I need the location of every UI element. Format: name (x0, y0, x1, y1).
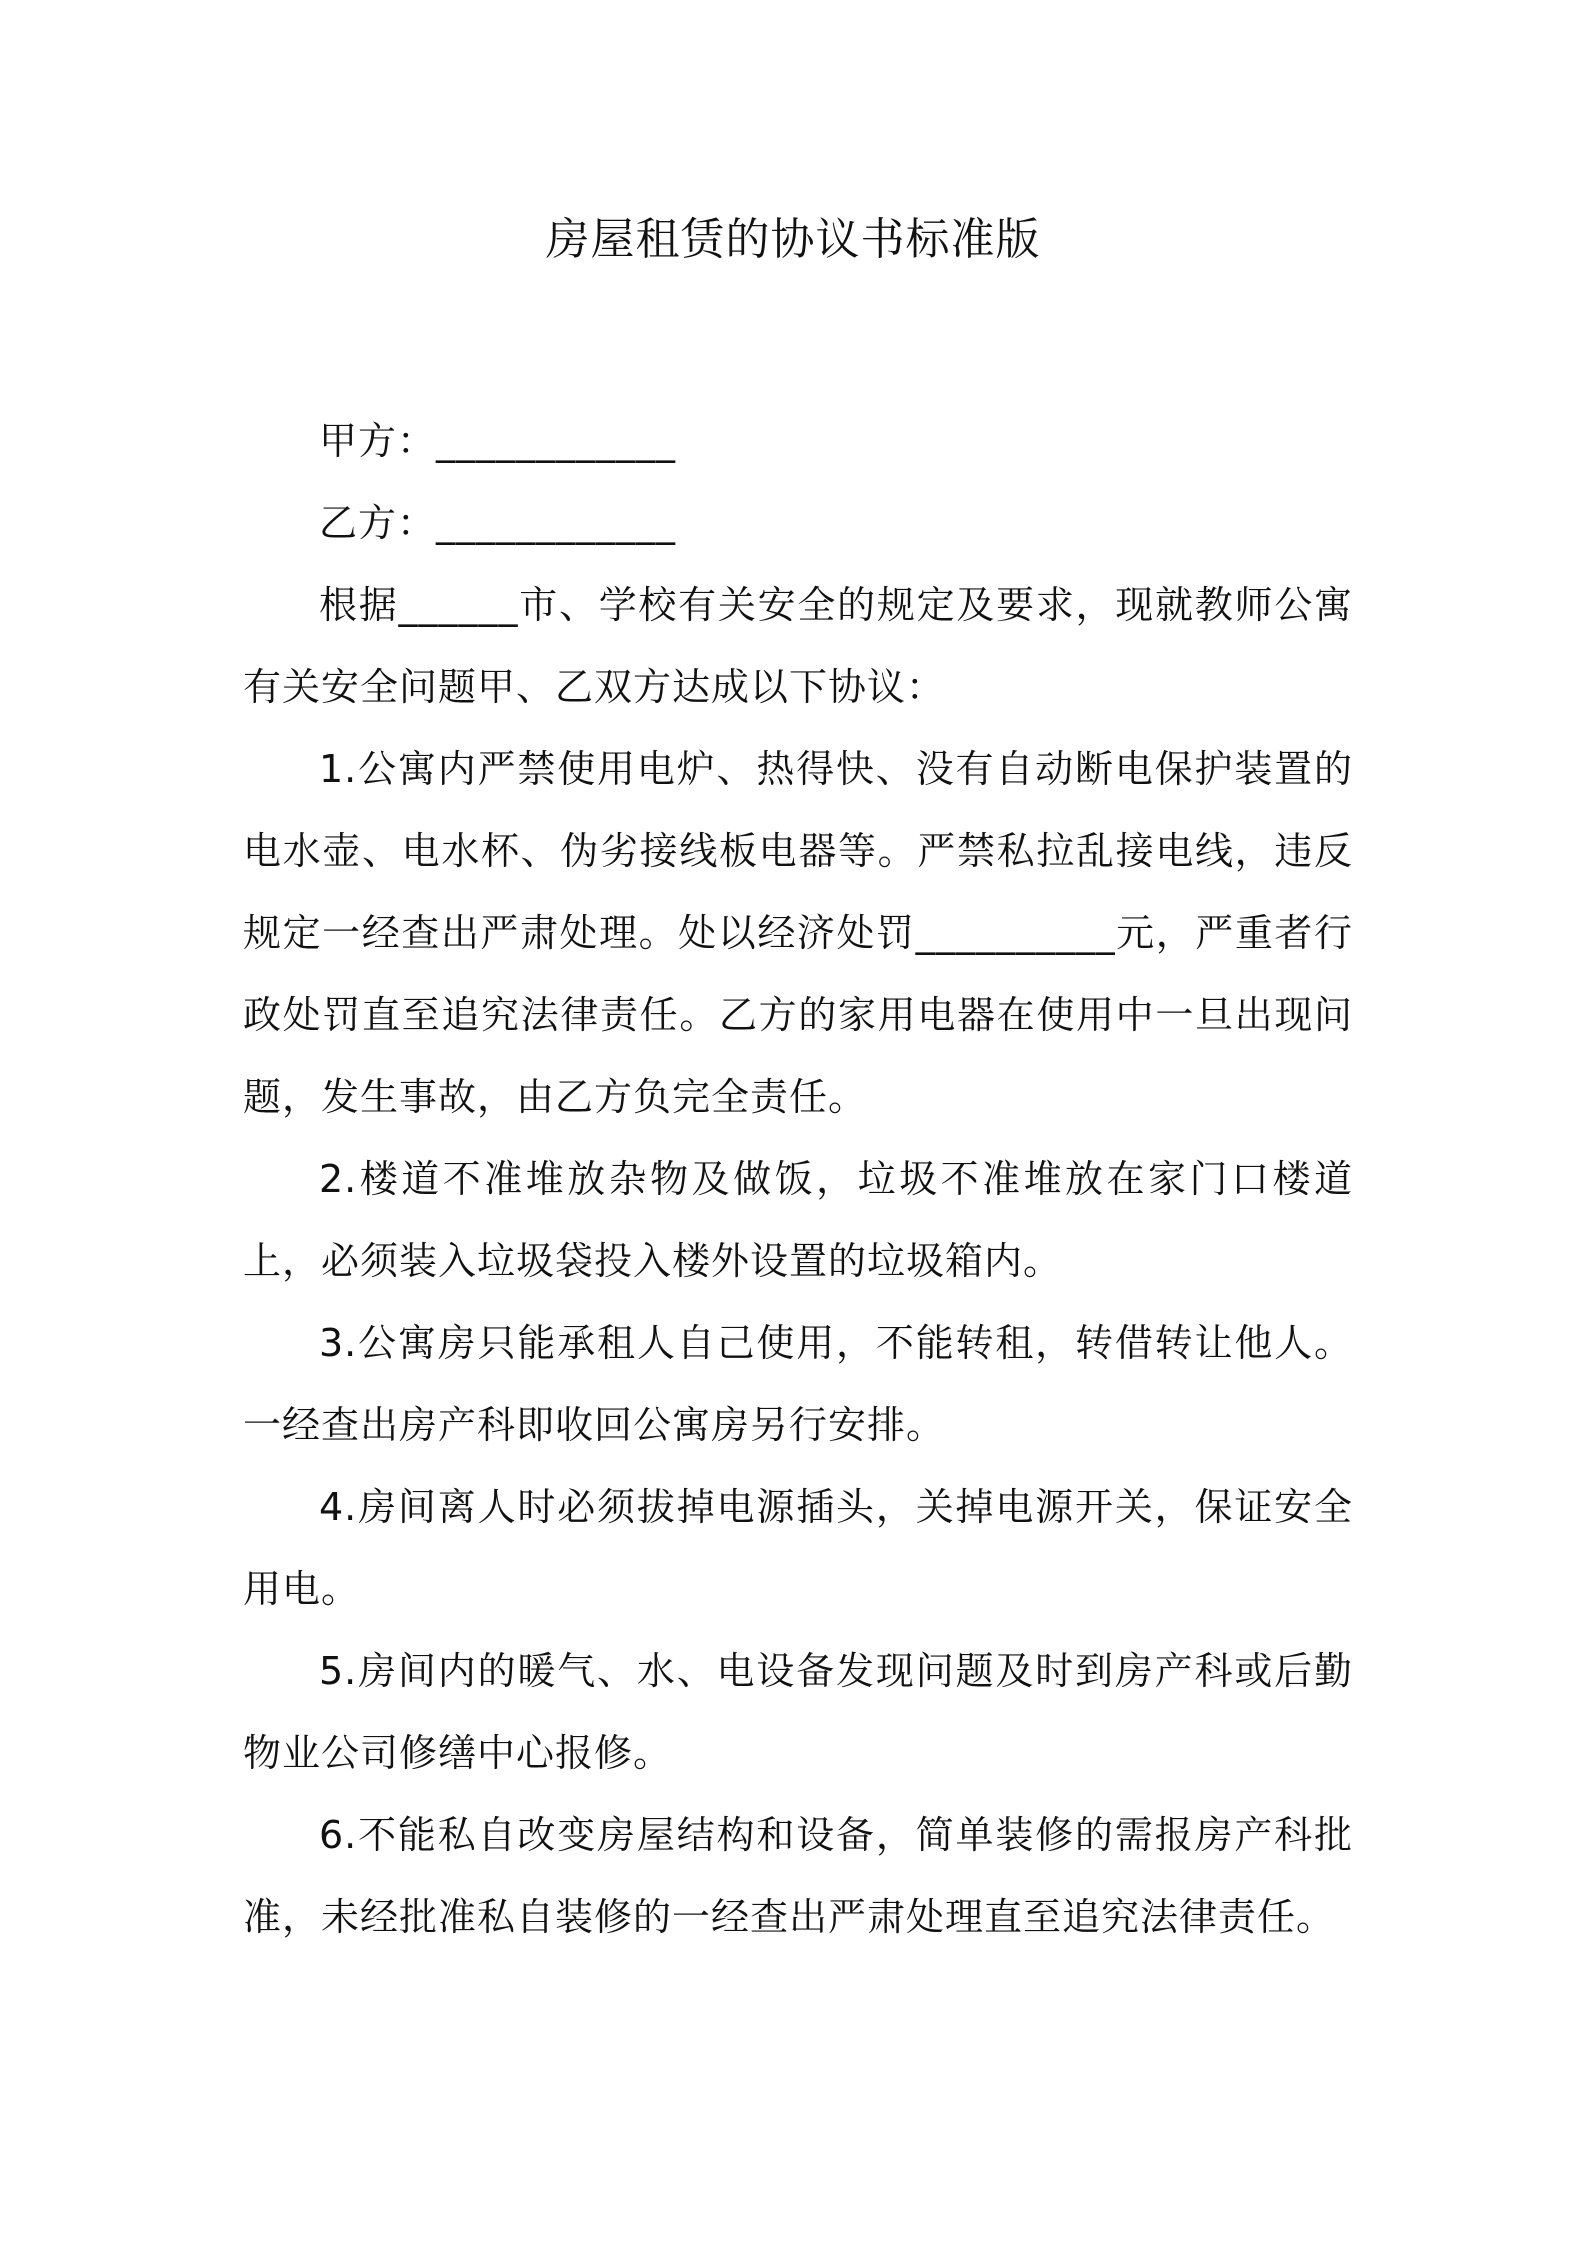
clause-5-paragraph: 5.房间内的暖气、水、电设备发现问题及时到房产科或后勤物业公司修缮中心报修。 (243, 1649, 1353, 1775)
clause-4-paragraph: 4.房间离人时必须拔掉电源插头，关掉电源开关，保证安全用电。 (243, 1485, 1353, 1611)
document-body (243, 400, 1353, 1958)
clause-6-paragraph: 6.不能私自改变房屋结构和设备，简单装修的需报房产科批准，未经批准私自装修的一经查出严肃处理直至追究法律责任。 (243, 1813, 1353, 1939)
party-b-line: 乙方：____________ (319, 501, 677, 545)
document-title: 房屋租赁的协议书标准版 (545, 214, 1041, 265)
clause-3-paragraph: 3.公寓房只能承租人自己使用，不能转租，转借转让他人。一经查出房产科即收回公寓房另行安排。 (243, 1321, 1353, 1447)
preamble-paragraph: 根据______市、学校有关安全的规定及要求，现就教师公寓有关安全问题甲、乙双方达成以下协议： (243, 583, 1353, 709)
clause-2-paragraph: 2.楼道不准堆放杂物及做饭，垃圾不准堆放在家门口楼道上，必须装入垃圾袋投入楼外设置的垃圾箱内。 (243, 1157, 1353, 1283)
clause-1-paragraph: 1.公寓内严禁使用电炉、热得快、没有自动断电保护装置的电水壶、电水杯、伪劣接线板电器等。严禁私拉乱接电线，违反规定一经查出严肃处理。处以经济处罚__________元，严重者行政处罚直至追究法律责任。乙方的家用电器在使用中一旦出现问题，发生事故，由乙方负完全责任。 (243, 747, 1353, 1119)
party-a-line: 甲方：____________ (319, 419, 677, 463)
